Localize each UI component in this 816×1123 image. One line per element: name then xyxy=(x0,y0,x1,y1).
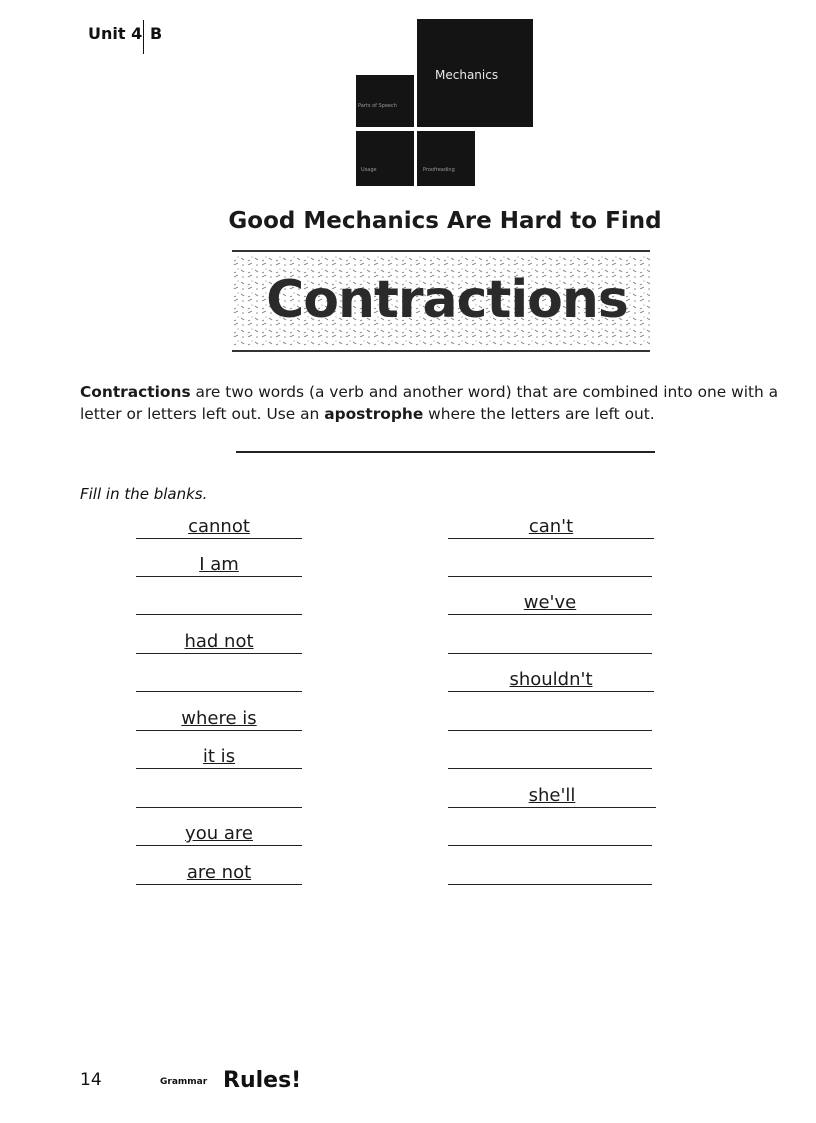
unit-section: B xyxy=(150,24,163,43)
banner-word: Contractions xyxy=(266,270,628,330)
contraction-blank[interactable]: we've xyxy=(448,592,652,615)
unit-divider xyxy=(143,20,144,54)
topic-block-usage xyxy=(356,131,414,186)
contraction-blank[interactable] xyxy=(448,554,652,577)
words-blank[interactable] xyxy=(136,785,302,808)
topic-usage-label: Usage xyxy=(361,167,377,173)
topic-parts-of-speech-label: Parts of Speech xyxy=(358,103,397,109)
contraction-blank[interactable] xyxy=(448,823,652,846)
topic-block-mechanics xyxy=(417,19,533,127)
topic-block-proofreading xyxy=(417,131,475,186)
words-blank[interactable]: where is xyxy=(136,708,302,731)
contraction-blank[interactable] xyxy=(448,746,652,769)
brand-logo: Rules! xyxy=(223,1068,302,1093)
contractions-banner xyxy=(232,250,650,352)
contraction-blank[interactable] xyxy=(448,708,652,731)
intro-text-1: are two words (a verb and another word) that are combined into one with a letter or letters left out. Use an xyxy=(80,383,779,423)
contraction-blank[interactable]: shouldn't xyxy=(448,669,654,692)
words-blank[interactable]: I am xyxy=(136,554,302,577)
topic-block-parts-of-speech xyxy=(356,75,414,127)
page-title: Good Mechanics Are Hard to Find xyxy=(228,208,662,234)
contraction-blank[interactable] xyxy=(448,862,652,885)
instructions: Fill in the blanks. xyxy=(80,485,208,503)
words-blank[interactable]: it is xyxy=(136,746,302,769)
banner-bottom-line xyxy=(232,350,650,352)
words-blank[interactable]: cannot xyxy=(136,516,302,539)
brand-small: Grammar xyxy=(160,1077,208,1087)
divider-rule xyxy=(236,451,655,453)
page-number: 14 xyxy=(80,1070,102,1090)
banner-top-line xyxy=(232,250,650,252)
topic-mechanics-label: Mechanics xyxy=(435,68,499,82)
term-apostrophe: apostrophe xyxy=(324,405,424,423)
topic-proofreading-label: Proofreading xyxy=(423,167,455,173)
words-blank[interactable] xyxy=(136,592,302,615)
contraction-blank[interactable]: can't xyxy=(448,516,654,539)
unit-label: Unit 4 xyxy=(88,24,143,43)
words-blank[interactable] xyxy=(136,669,302,692)
words-blank[interactable]: you are xyxy=(136,823,302,846)
term-contractions: Contractions xyxy=(80,383,191,401)
contraction-blank[interactable] xyxy=(448,631,652,654)
words-blank[interactable]: are not xyxy=(136,862,302,885)
words-blank[interactable]: had not xyxy=(136,631,302,654)
contraction-blank[interactable]: she'll xyxy=(448,785,656,808)
intro-paragraph xyxy=(80,381,810,425)
intro-text-2: where the letters are left out. xyxy=(423,405,655,423)
